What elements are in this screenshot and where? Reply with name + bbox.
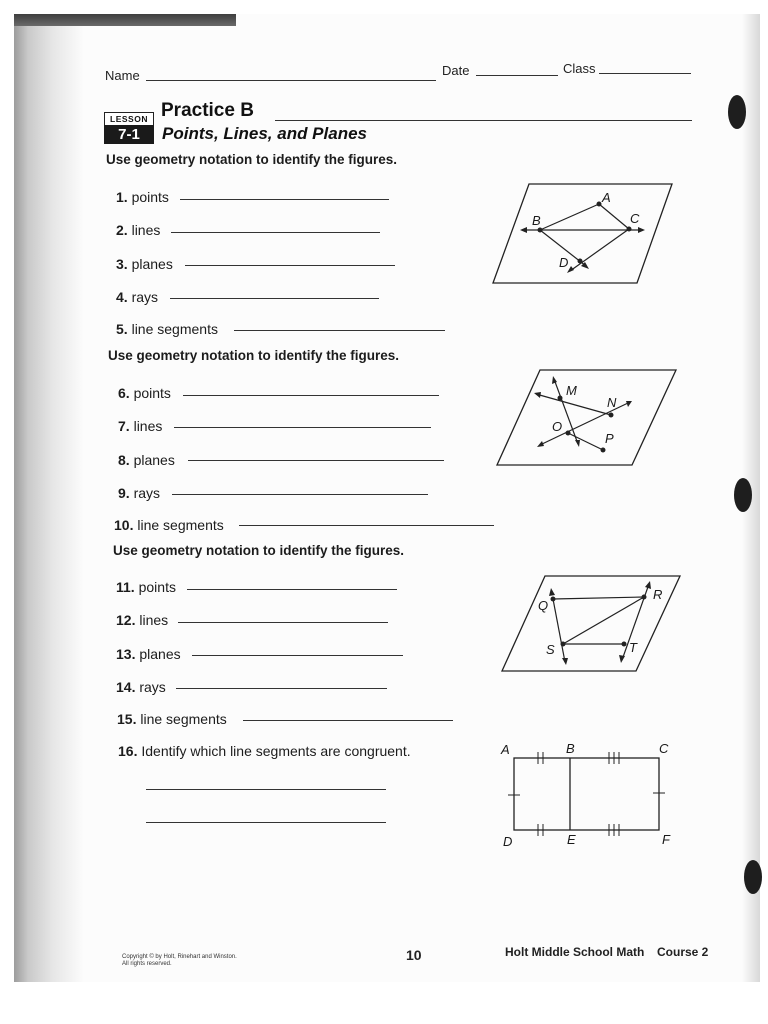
question-3 bbox=[116, 256, 173, 272]
question-number: 6. bbox=[118, 385, 130, 401]
question-label: planes bbox=[133, 452, 175, 468]
scan-edge-bar bbox=[14, 14, 236, 26]
question-label: rays bbox=[133, 485, 161, 501]
section-2-instruction: Use geometry notation to identify the figures. bbox=[108, 348, 400, 363]
answer-line-3[interactable] bbox=[185, 265, 395, 266]
point-label: C bbox=[659, 741, 669, 756]
answer-line-1[interactable] bbox=[180, 199, 389, 200]
point-label: N bbox=[607, 395, 617, 410]
point-label: A bbox=[602, 190, 611, 205]
question-8 bbox=[118, 452, 175, 468]
figure-rectangles bbox=[497, 738, 682, 853]
question-10 bbox=[114, 517, 224, 533]
class-label: Class bbox=[563, 61, 596, 76]
question-label: points bbox=[138, 579, 176, 595]
question-number: 4. bbox=[116, 289, 128, 305]
point-label: B bbox=[566, 741, 575, 756]
question-number: 16. bbox=[118, 743, 138, 759]
answer-line-14[interactable] bbox=[176, 688, 387, 689]
answer-line-10[interactable] bbox=[239, 525, 494, 526]
point-label: F bbox=[662, 832, 670, 847]
course-label: Course 2 bbox=[657, 945, 709, 959]
binder-hole bbox=[744, 860, 762, 894]
point-label: E bbox=[567, 832, 576, 847]
point-label: M bbox=[566, 383, 577, 398]
question-number: 5. bbox=[116, 321, 128, 337]
lesson-badge bbox=[104, 112, 154, 144]
question-6 bbox=[118, 385, 171, 401]
point-label: T bbox=[629, 640, 637, 655]
answer-line-4[interactable] bbox=[170, 298, 379, 299]
book-title: Holt Middle School Math bbox=[505, 945, 645, 959]
question-number: 14. bbox=[116, 679, 136, 695]
copyright-notice bbox=[122, 954, 237, 968]
question-text: Identify which line segments are congruent. bbox=[141, 743, 411, 759]
point-label: R bbox=[653, 587, 663, 602]
question-label: lines bbox=[133, 418, 163, 434]
question-number: 3. bbox=[116, 256, 128, 272]
point-label: D bbox=[503, 834, 513, 849]
question-12 bbox=[116, 612, 168, 628]
question-number: 12. bbox=[116, 612, 136, 628]
point-label: A bbox=[501, 742, 510, 757]
answer-line-15[interactable] bbox=[243, 720, 453, 721]
question-label: line segments bbox=[131, 321, 218, 337]
question-number: 10. bbox=[114, 517, 134, 533]
answer-line-7[interactable] bbox=[174, 427, 431, 428]
question-label: lines bbox=[139, 612, 169, 628]
question-number: 8. bbox=[118, 452, 130, 468]
point-label: O bbox=[552, 419, 563, 434]
answer-line-12[interactable] bbox=[178, 622, 388, 623]
question-5 bbox=[116, 321, 218, 337]
question-label: line segments bbox=[137, 517, 224, 533]
lesson-tag: LESSON bbox=[110, 114, 148, 124]
point-label: D bbox=[559, 255, 569, 270]
answer-line-9[interactable] bbox=[172, 494, 428, 495]
question-label: planes bbox=[131, 256, 173, 272]
question-1 bbox=[116, 189, 169, 205]
question-number: 9. bbox=[118, 485, 130, 501]
date-field[interactable] bbox=[476, 75, 558, 76]
question-label: lines bbox=[131, 222, 161, 238]
question-label: points bbox=[133, 385, 171, 401]
lesson-number: 7-1 bbox=[104, 125, 154, 144]
question-number: 15. bbox=[117, 711, 137, 727]
title-rule bbox=[275, 120, 692, 121]
answer-line-11[interactable] bbox=[187, 589, 397, 590]
answer-line-16b[interactable] bbox=[146, 822, 386, 823]
figure-qrst bbox=[498, 572, 684, 676]
question-number: 13. bbox=[116, 646, 136, 662]
section-1-instruction: Use geometry notation to identify the figures. bbox=[106, 152, 398, 167]
question-number: 11. bbox=[116, 579, 135, 595]
question-label: rays bbox=[131, 289, 159, 305]
answer-line-5[interactable] bbox=[234, 330, 445, 331]
answer-line-2[interactable] bbox=[171, 232, 380, 233]
question-label: points bbox=[131, 189, 169, 205]
question-16 bbox=[118, 743, 411, 759]
name-label: Name bbox=[105, 68, 140, 83]
question-9 bbox=[118, 485, 160, 501]
class-field[interactable] bbox=[599, 73, 691, 74]
question-15 bbox=[117, 711, 227, 727]
answer-line-13[interactable] bbox=[192, 655, 403, 656]
section-3-instruction: Use geometry notation to identify the figures. bbox=[113, 543, 405, 558]
question-11 bbox=[116, 579, 176, 595]
rights-text: All rights reserved. bbox=[122, 961, 172, 967]
question-4 bbox=[116, 289, 158, 305]
question-label: planes bbox=[139, 646, 181, 662]
question-number: 7. bbox=[118, 418, 130, 434]
question-label: line segments bbox=[140, 711, 227, 727]
answer-line-6[interactable] bbox=[183, 395, 439, 396]
name-field[interactable] bbox=[146, 80, 436, 81]
binder-hole bbox=[728, 95, 746, 129]
binder-hole bbox=[734, 478, 752, 512]
page-number: 10 bbox=[406, 947, 422, 963]
point-label: Q bbox=[538, 598, 549, 613]
answer-line-8[interactable] bbox=[188, 460, 444, 461]
copyright-text: Copyright © by Holt, Rinehart and Winston. bbox=[122, 954, 237, 960]
figure-abcd bbox=[488, 182, 678, 290]
question-13 bbox=[116, 646, 181, 662]
point-label: C bbox=[630, 211, 640, 226]
figure-mnop bbox=[494, 367, 680, 471]
point-label: B bbox=[532, 213, 541, 228]
date-label: Date bbox=[442, 63, 470, 78]
scan-shadow bbox=[14, 14, 84, 982]
answer-line-16a[interactable] bbox=[146, 789, 386, 790]
question-label: rays bbox=[139, 679, 166, 695]
point-label: P bbox=[605, 431, 614, 446]
question-7 bbox=[118, 418, 162, 434]
lesson-subtitle: Points, Lines, and Planes bbox=[162, 124, 367, 143]
point-label: S bbox=[546, 642, 555, 657]
question-14 bbox=[116, 679, 166, 695]
question-number: 2. bbox=[116, 222, 128, 238]
question-2 bbox=[116, 222, 160, 238]
question-number: 1. bbox=[116, 189, 128, 205]
page-title: Practice B bbox=[161, 100, 254, 121]
